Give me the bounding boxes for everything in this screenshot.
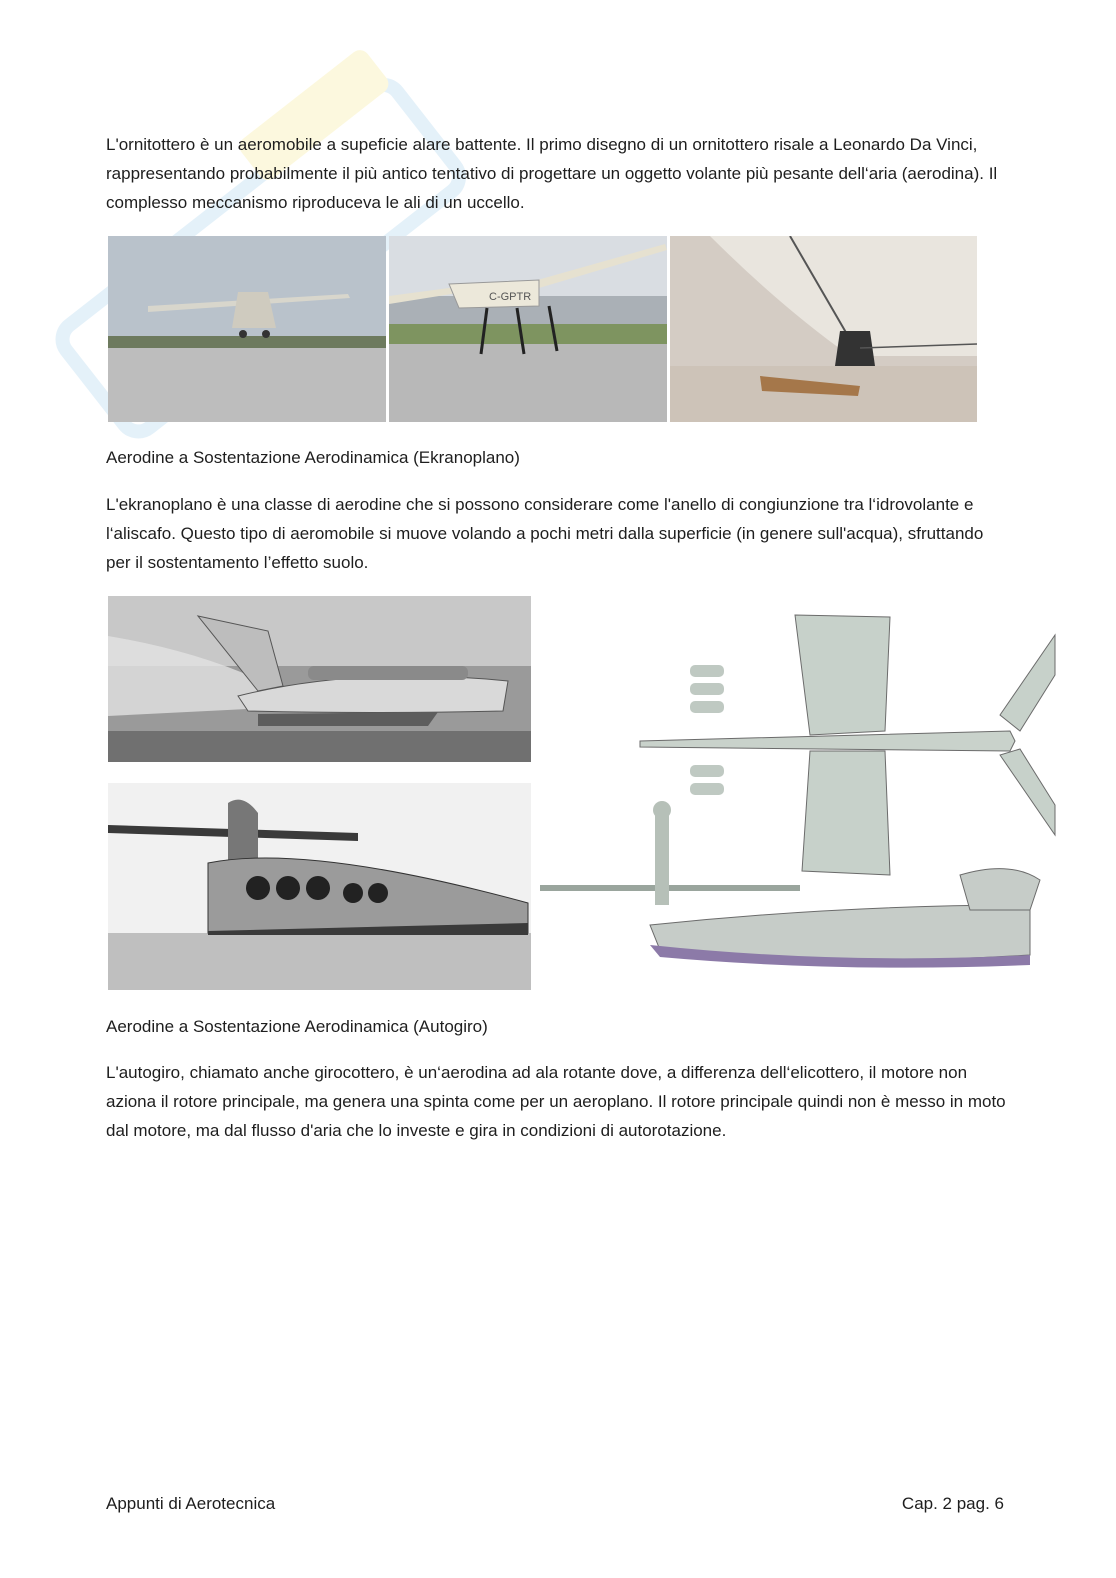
paragraph-ekranoplano: L'ekranoplano è una classe di aerodine che si possono considerare come l'anello di congiunzione tra l‘idrovolante e l‘aliscafo. Questo tipo di aeromobile si muove volando a pochi metri dalla superficie (in genere sull'acqua), sfruttando per il sostentamento l’effetto suolo.	[106, 495, 984, 572]
photo-ornithopter-runway	[108, 236, 386, 422]
diagram-ekranoplan-views	[540, 605, 1060, 973]
paragraph-ornitottero: L'ornitottero è un aeromobile a supeficie alare battente. Il primo disegno di un ornitottero risale a Leonardo Da Vinci, rappresentando probabilmente il più antico tentativo di progettare un oggetto volante più pesante dell‘aria (aerodina). Il complesso meccanismo riproduceva le ali di un uccello.	[106, 135, 998, 212]
footer-page-number: Cap. 2 pag. 6	[901, 1494, 1004, 1513]
heading-ekranoplano: Aerodine a Sostentazione Aerodinamica (Ekranoplano)	[106, 448, 520, 467]
photo-ekranoplan-water	[108, 596, 531, 762]
footer-title: Appunti di Aerotecnica	[106, 1494, 276, 1513]
photo-ekranoplan-engines	[108, 783, 531, 990]
photo-ornithopter-flight	[389, 236, 667, 422]
heading-autogiro: Aerodine a Sostentazione Aerodinamica (Autogiro)	[106, 1017, 488, 1036]
aircraft-registration: C-GPTR	[489, 291, 532, 303]
paragraph-autogiro: L'autogiro, chiamato anche girocottero, è un‘aerodina ad ala rotante dove, a differenza dell‘elicottero, il motore non aziona il rotore principale, ma genera una spinta come per un aeroplano. Il rotore principale quindi non è messo in moto dal motore, ma dal flusso d'aria che lo investe e gira in condizioni di autorotazione.	[106, 1063, 1006, 1140]
photo-ornithopter-model	[670, 236, 977, 422]
